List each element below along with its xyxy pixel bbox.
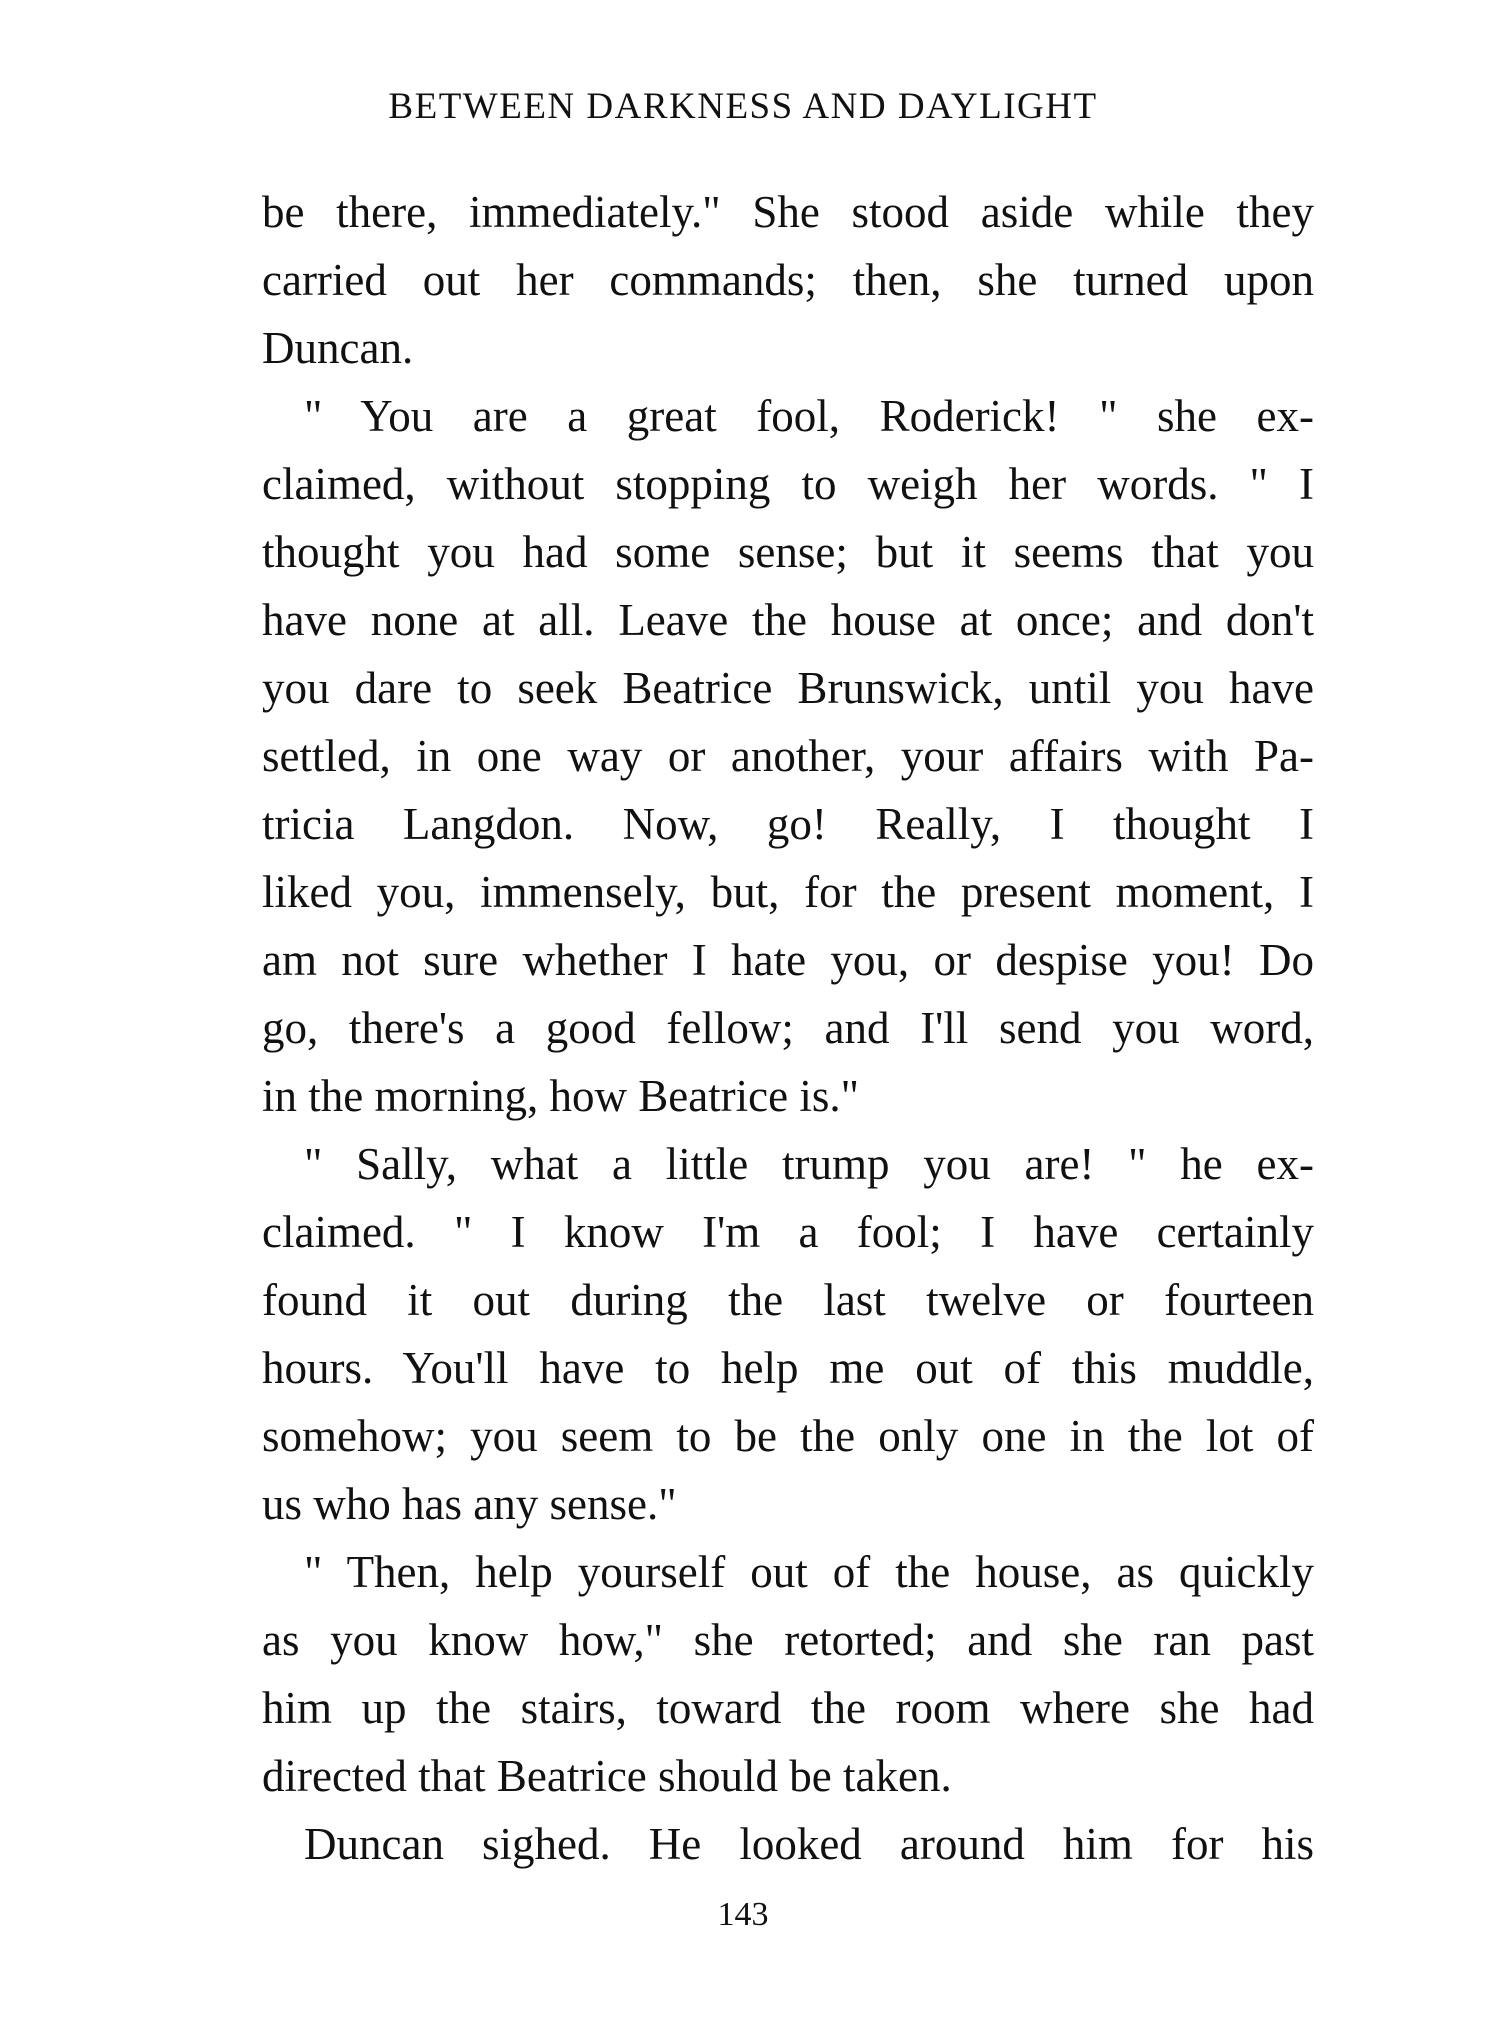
text-line: claimed, without stopping to weigh her words. " I	[262, 459, 1314, 509]
text-line: " You are a great fool, Roderick! " she ex-	[304, 391, 1314, 441]
text-line: him up the stairs, toward the room where she had	[262, 1683, 1314, 1733]
text-line: settled, in one way or another, your affairs with Pa-	[262, 731, 1314, 781]
body-text	[262, 178, 1314, 1878]
text-line: hours. You'll have to help me out of this muddle,	[262, 1343, 1314, 1393]
text-line: somehow; you seem to be the only one in the lot of	[262, 1411, 1314, 1461]
text-line: Duncan.	[262, 323, 414, 373]
text-line: am not sure whether I hate you, or despise you! Do	[262, 935, 1314, 985]
text-line: us who has any sense."	[262, 1479, 677, 1529]
text-line: thought you had some sense; but it seems that you	[262, 527, 1314, 577]
text-line: directed that Beatrice should be taken.	[262, 1751, 952, 1801]
text-line: " Then, help yourself out of the house, as quickly	[304, 1547, 1314, 1597]
text-line: found it out during the last twelve or fourteen	[262, 1275, 1314, 1325]
text-line: tricia Langdon. Now, go! Really, I thought I	[262, 799, 1314, 849]
text-line: in the morning, how Beatrice is."	[262, 1071, 859, 1121]
running-head: BETWEEN DARKNESS AND DAYLIGHT	[388, 86, 1098, 127]
text-line: go, there's a good fellow; and I'll send you word,	[262, 1003, 1314, 1053]
text-line: liked you, immensely, but, for the present moment, I	[262, 867, 1314, 917]
text-line: have none at all. Leave the house at once; and don't	[262, 595, 1314, 645]
page-number: 143	[717, 1896, 769, 1933]
text-line: be there, immediately." She stood aside while they	[262, 187, 1314, 237]
text-line: Duncan sighed. He looked around him for his	[304, 1819, 1314, 1869]
text-line: claimed. " I know I'm a fool; I have certainly	[262, 1207, 1314, 1257]
text-line: you dare to seek Beatrice Brunswick, until you have	[262, 663, 1314, 713]
text-line: carried out her commands; then, she turned upon	[262, 255, 1314, 305]
text-line: as you know how," she retorted; and she ran past	[262, 1615, 1314, 1665]
text-line: " Sally, what a little trump you are! " he ex-	[304, 1139, 1314, 1189]
